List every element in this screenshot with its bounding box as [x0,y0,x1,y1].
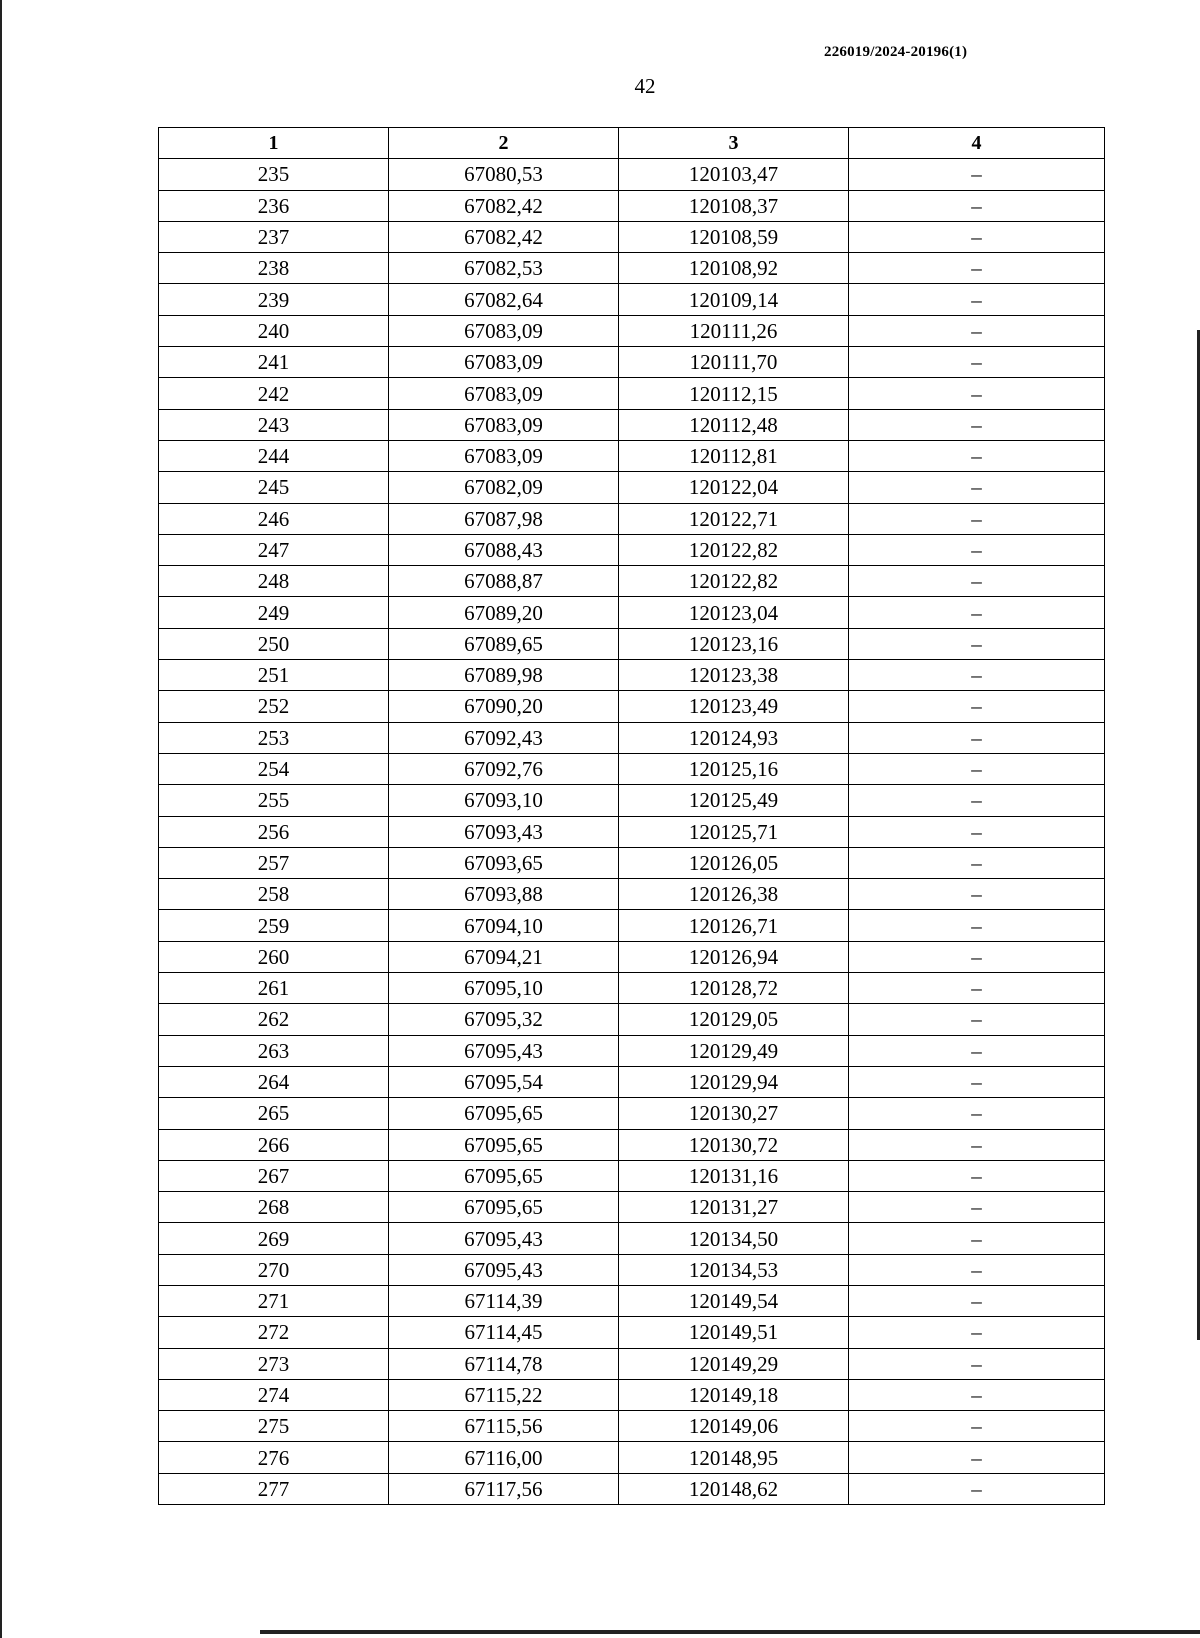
table-cell-col-3: 120122,04 [619,472,849,503]
table-row [159,1004,1105,1035]
table-cell-col-1: 245 [159,472,389,503]
table-cell-col-4: – [849,1129,1105,1160]
table-cell-col-4: – [849,1348,1105,1379]
table-cell-col-1: 238 [159,253,389,284]
table-cell-col-3: 120125,71 [619,816,849,847]
table-cell-col-3: 120131,16 [619,1160,849,1191]
table-cell-col-1: 253 [159,722,389,753]
table-cell-col-2: 67083,09 [389,347,619,378]
table-cell-col-1: 262 [159,1004,389,1035]
table-cell-col-2: 67114,39 [389,1285,619,1316]
table-row [159,1379,1105,1410]
table-row [159,1035,1105,1066]
table-row [159,347,1105,378]
table-cell-col-1: 260 [159,941,389,972]
header-row [159,128,1105,159]
table-cell-col-2: 67093,65 [389,847,619,878]
table-row [159,1129,1105,1160]
table-cell-col-4: – [849,472,1105,503]
table-cell-col-4: – [849,190,1105,221]
table-cell-col-3: 120126,71 [619,910,849,941]
table-header [159,128,1105,159]
table-cell-col-1: 244 [159,440,389,471]
table-body [159,159,1105,1505]
table-row [159,879,1105,910]
table-row [159,1192,1105,1223]
table-cell-col-3: 120108,92 [619,253,849,284]
table-row [159,973,1105,1004]
table-row [159,691,1105,722]
scan-bottom-edge [260,1630,1200,1634]
table-cell-col-4: – [849,691,1105,722]
table-cell-col-1: 243 [159,409,389,440]
table-cell-col-1: 248 [159,566,389,597]
table-cell-col-4: – [849,597,1105,628]
table-row [159,847,1105,878]
table-cell-col-2: 67080,53 [389,159,619,190]
table-cell-col-2: 67092,76 [389,753,619,784]
table-cell-col-1: 236 [159,190,389,221]
table-row [159,1473,1105,1504]
table-cell-col-3: 120112,48 [619,409,849,440]
table-cell-col-2: 67095,43 [389,1035,619,1066]
table-cell-col-4: – [849,1035,1105,1066]
table-cell-col-3: 120128,72 [619,973,849,1004]
table-cell-col-4: – [849,660,1105,691]
table-row [159,221,1105,252]
table-cell-col-1: 271 [159,1285,389,1316]
table-cell-col-2: 67095,32 [389,1004,619,1035]
table-cell-col-4: – [849,879,1105,910]
table-cell-col-1: 264 [159,1066,389,1097]
table-cell-col-3: 120108,59 [619,221,849,252]
table-cell-col-3: 120123,04 [619,597,849,628]
table-row [159,253,1105,284]
table-cell-col-1: 256 [159,816,389,847]
table-cell-col-2: 67095,65 [389,1192,619,1223]
table-row [159,440,1105,471]
table-cell-col-4: – [849,503,1105,534]
table-cell-col-2: 67093,43 [389,816,619,847]
document-number: 226019/2024-20196(1) [824,44,968,60]
table-cell-col-4: – [849,785,1105,816]
table-cell-col-3: 120149,51 [619,1317,849,1348]
table-cell-col-4: – [849,284,1105,315]
table-cell-col-4: – [849,1317,1105,1348]
table-cell-col-2: 67114,78 [389,1348,619,1379]
table-cell-col-1: 247 [159,534,389,565]
table-cell-col-3: 120122,82 [619,534,849,565]
table-row [159,1066,1105,1097]
table-cell-col-1: 263 [159,1035,389,1066]
table-cell-col-2: 67082,53 [389,253,619,284]
table-cell-col-1: 273 [159,1348,389,1379]
table-row [159,284,1105,315]
table-cell-col-1: 265 [159,1098,389,1129]
table-cell-col-2: 67092,43 [389,722,619,753]
table-row [159,753,1105,784]
table-cell-col-3: 120126,05 [619,847,849,878]
table-cell-col-3: 120111,26 [619,315,849,346]
table-cell-col-2: 67116,00 [389,1442,619,1473]
table-row [159,534,1105,565]
table-row [159,1442,1105,1473]
table-cell-col-4: – [849,347,1105,378]
table-cell-col-2: 67089,20 [389,597,619,628]
table-cell-col-3: 120134,53 [619,1254,849,1285]
table-cell-col-4: – [849,1379,1105,1410]
table-row [159,941,1105,972]
table-cell-col-1: 251 [159,660,389,691]
table-cell-col-4: – [849,1223,1105,1254]
table-cell-col-2: 67095,65 [389,1129,619,1160]
table-row [159,1348,1105,1379]
table-cell-col-4: – [849,1473,1105,1504]
table-cell-col-1: 235 [159,159,389,190]
table-row [159,816,1105,847]
table-row [159,409,1105,440]
table-cell-col-4: – [849,847,1105,878]
table-cell-col-2: 67090,20 [389,691,619,722]
table-cell-col-4: – [849,315,1105,346]
table-cell-col-3: 120134,50 [619,1223,849,1254]
table-cell-col-1: 254 [159,753,389,784]
table-cell-col-1: 272 [159,1317,389,1348]
table-cell-col-2: 67082,42 [389,190,619,221]
table-cell-col-3: 120149,29 [619,1348,849,1379]
table-cell-col-4: – [849,378,1105,409]
table-row [159,159,1105,190]
table-cell-col-3: 120130,72 [619,1129,849,1160]
table-row [159,190,1105,221]
table-cell-col-3: 120126,38 [619,879,849,910]
table-cell-col-1: 261 [159,973,389,1004]
table-row [159,566,1105,597]
table-cell-col-1: 270 [159,1254,389,1285]
table-row [159,1285,1105,1316]
table-cell-col-3: 120129,49 [619,1035,849,1066]
table-row [159,503,1105,534]
table-cell-col-3: 120125,49 [619,785,849,816]
table-cell-col-2: 67094,21 [389,941,619,972]
table-cell-col-2: 67095,65 [389,1160,619,1191]
table-cell-col-1: 240 [159,315,389,346]
table-cell-col-1: 269 [159,1223,389,1254]
table-cell-col-1: 274 [159,1379,389,1410]
table-cell-col-3: 120129,05 [619,1004,849,1035]
table-row [159,315,1105,346]
table-cell-col-4: – [849,1192,1105,1223]
table-cell-col-2: 67095,43 [389,1223,619,1254]
column-header-2: 2 [389,128,619,159]
table-cell-col-2: 67087,98 [389,503,619,534]
table-cell-col-3: 120112,15 [619,378,849,409]
table-cell-col-2: 67083,09 [389,440,619,471]
table-row [159,722,1105,753]
table-cell-col-1: 276 [159,1442,389,1473]
table-cell-col-3: 120149,54 [619,1285,849,1316]
table-cell-col-4: – [849,253,1105,284]
table-cell-col-1: 277 [159,1473,389,1504]
table-cell-col-2: 67083,09 [389,409,619,440]
table-cell-col-4: – [849,440,1105,471]
table-cell-col-2: 67082,42 [389,221,619,252]
table-cell-col-1: 258 [159,879,389,910]
table-cell-col-3: 120123,49 [619,691,849,722]
table-cell-col-4: – [849,566,1105,597]
table-cell-col-1: 266 [159,1129,389,1160]
table-cell-col-4: – [849,159,1105,190]
table-row [159,785,1105,816]
table-cell-col-4: – [849,722,1105,753]
table-cell-col-1: 275 [159,1411,389,1442]
table-cell-col-3: 120124,93 [619,722,849,753]
table-cell-col-3: 120112,81 [619,440,849,471]
table-row [159,1098,1105,1129]
table-row [159,597,1105,628]
table-cell-col-2: 67093,10 [389,785,619,816]
table-cell-col-2: 67095,10 [389,973,619,1004]
table-cell-col-4: – [849,409,1105,440]
table-cell-col-2: 67088,87 [389,566,619,597]
table-cell-col-1: 249 [159,597,389,628]
table-cell-col-2: 67115,56 [389,1411,619,1442]
table-cell-col-2: 67093,88 [389,879,619,910]
table-cell-col-3: 120148,95 [619,1442,849,1473]
table-cell-col-3: 120109,14 [619,284,849,315]
table-cell-col-4: – [849,1004,1105,1035]
table-cell-col-3: 120149,06 [619,1411,849,1442]
table-cell-col-4: – [849,1098,1105,1129]
table-cell-col-2: 67088,43 [389,534,619,565]
table-cell-col-3: 120111,70 [619,347,849,378]
table-cell-col-1: 246 [159,503,389,534]
table-cell-col-3: 120125,16 [619,753,849,784]
table-cell-col-3: 120149,18 [619,1379,849,1410]
table-row [159,1160,1105,1191]
table-row [159,472,1105,503]
table-cell-col-2: 67117,56 [389,1473,619,1504]
table-row [159,628,1105,659]
table-cell-col-3: 120131,27 [619,1192,849,1223]
table-cell-col-2: 67095,43 [389,1254,619,1285]
column-header-3: 3 [619,128,849,159]
table-cell-col-1: 259 [159,910,389,941]
table-cell-col-2: 67114,45 [389,1317,619,1348]
table-cell-col-4: – [849,973,1105,1004]
table-cell-col-4: – [849,221,1105,252]
table-cell-col-1: 250 [159,628,389,659]
table-row [159,1223,1105,1254]
page-number: 42 [634,74,656,98]
column-header-1: 1 [159,128,389,159]
table-cell-col-4: – [849,534,1105,565]
coordinates-table [158,127,1105,1505]
table-cell-col-4: – [849,910,1105,941]
table-row [159,378,1105,409]
table-cell-col-1: 252 [159,691,389,722]
table-cell-col-4: – [849,1442,1105,1473]
table-cell-col-1: 257 [159,847,389,878]
scan-binding-edge [0,0,2,1638]
table-cell-col-3: 120108,37 [619,190,849,221]
table-cell-col-4: – [849,753,1105,784]
table-cell-col-2: 67082,09 [389,472,619,503]
table-cell-col-4: – [849,1411,1105,1442]
table-cell-col-3: 120122,71 [619,503,849,534]
table-cell-col-1: 267 [159,1160,389,1191]
table-cell-col-1: 237 [159,221,389,252]
table-cell-col-1: 255 [159,785,389,816]
table-row [159,1254,1105,1285]
table-cell-col-3: 120122,82 [619,566,849,597]
table-cell-col-4: – [849,1254,1105,1285]
table-cell-col-2: 67089,65 [389,628,619,659]
table-cell-col-2: 67083,09 [389,378,619,409]
table-row [159,660,1105,691]
table-cell-col-3: 120123,16 [619,628,849,659]
table-cell-col-2: 67095,54 [389,1066,619,1097]
table-cell-col-3: 120126,94 [619,941,849,972]
table-cell-col-3: 120123,38 [619,660,849,691]
table-cell-col-2: 67089,98 [389,660,619,691]
table-cell-col-4: – [849,816,1105,847]
table-cell-col-3: 120148,62 [619,1473,849,1504]
table-cell-col-1: 239 [159,284,389,315]
table-cell-col-2: 67115,22 [389,1379,619,1410]
table-cell-col-1: 242 [159,378,389,409]
table-cell-col-4: – [849,1285,1105,1316]
table-cell-col-3: 120103,47 [619,159,849,190]
table-cell-col-2: 67082,64 [389,284,619,315]
column-header-4: 4 [849,128,1105,159]
table-cell-col-2: 67095,65 [389,1098,619,1129]
table-cell-col-2: 67094,10 [389,910,619,941]
table-cell-col-4: – [849,1066,1105,1097]
table-cell-col-1: 268 [159,1192,389,1223]
table-cell-col-4: – [849,941,1105,972]
table-row [159,910,1105,941]
table-cell-col-3: 120130,27 [619,1098,849,1129]
table-cell-col-3: 120129,94 [619,1066,849,1097]
table-cell-col-4: – [849,628,1105,659]
table-row [159,1411,1105,1442]
table-cell-col-2: 67083,09 [389,315,619,346]
table-row [159,1317,1105,1348]
table-cell-col-4: – [849,1160,1105,1191]
table-cell-col-1: 241 [159,347,389,378]
